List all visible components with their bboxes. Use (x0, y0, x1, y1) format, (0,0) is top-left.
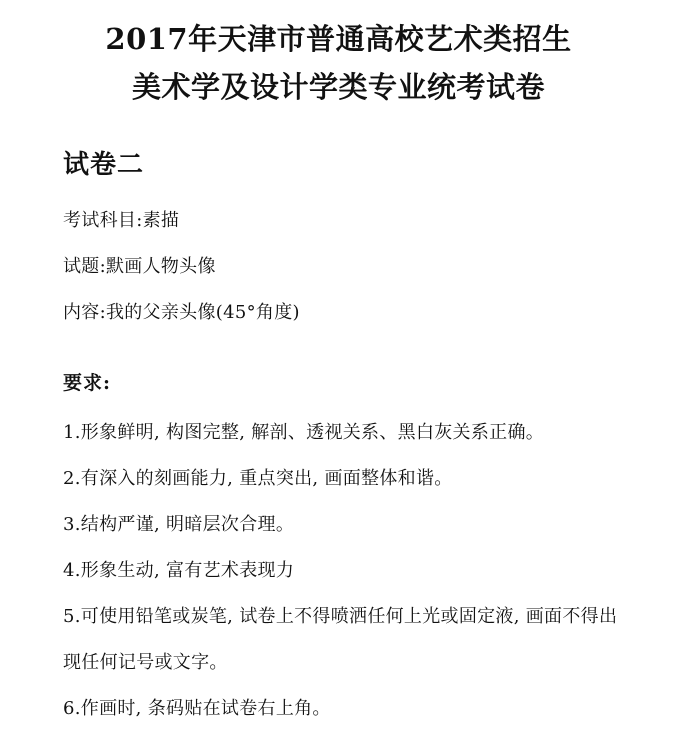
exam-header (0, 18, 677, 108)
exam-title-line-2: 美术学及设计学类专业统考试卷 (131, 70, 545, 104)
exam-content: 内容:我的父亲头像(45°角度) (63, 302, 300, 323)
requirement-item-1: 1.形象鲜明, 构图完整, 解剖、透视关系、黑白灰关系正确。 (63, 422, 545, 443)
section-title: 试卷二 (63, 150, 145, 180)
requirements-heading: 要求: (63, 372, 112, 394)
requirements-list (63, 410, 621, 732)
exam-info-block (63, 198, 300, 336)
requirement-item-2: 2.有深入的刻画能力, 重点突出, 画面整体和谐。 (63, 468, 453, 489)
requirement-item-4: 4.形象生动, 富有艺术表现力 (63, 560, 295, 581)
exam-question: 试题:默画人物头像 (63, 256, 216, 277)
requirement-item-3: 3.结构严谨, 明暗层次合理。 (63, 514, 295, 535)
exam-subject: 考试科目:素描 (63, 210, 180, 231)
requirement-item-5: 5.可使用铅笔或炭笔, 试卷上不得喷洒任何上光或固定液, 画面不得出现任何记号或文字。 (63, 606, 618, 673)
exam-title-line-1: 2017年天津市普通高校艺术类招生 (105, 22, 572, 56)
requirement-item-6: 6.作画时, 条码贴在试卷右上角。 (63, 698, 331, 719)
